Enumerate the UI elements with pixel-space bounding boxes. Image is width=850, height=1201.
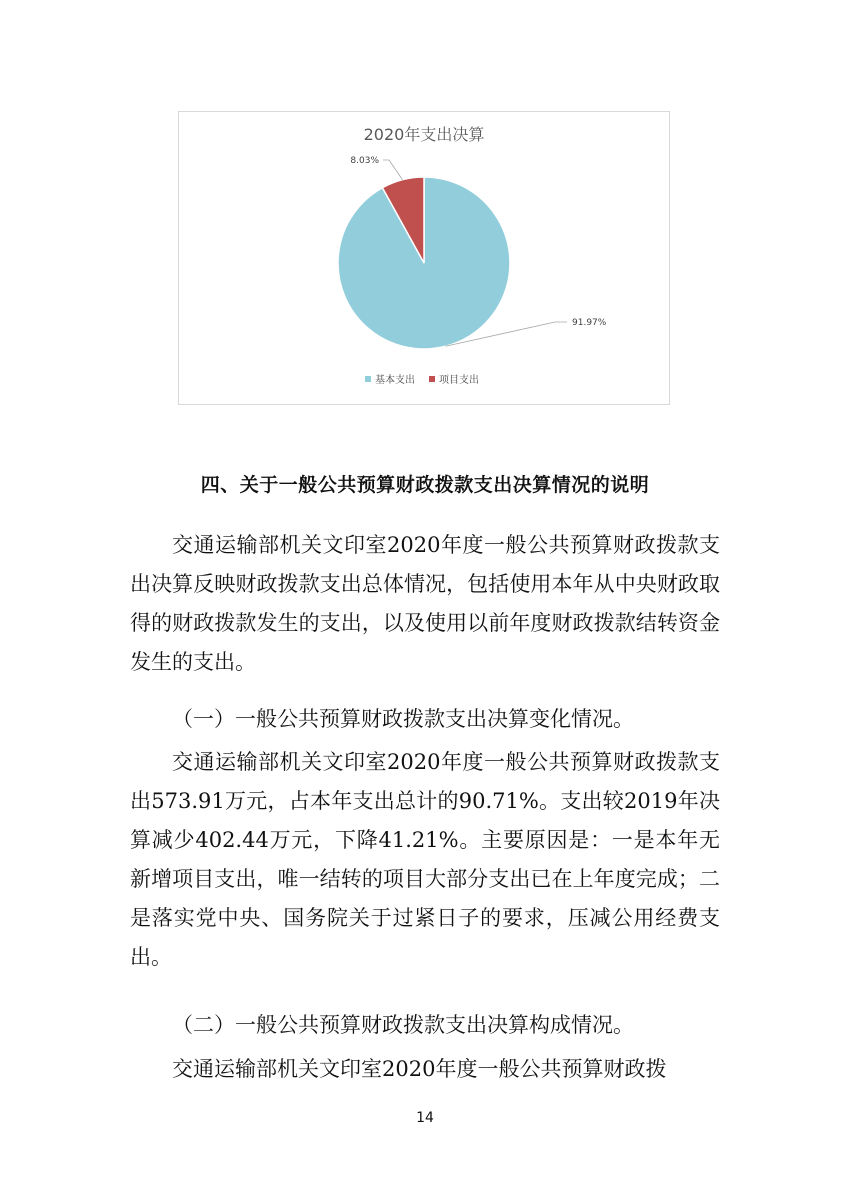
subheading-composition: （二）一般公共预算财政拨款支出决算构成情况。 — [172, 1013, 634, 1037]
section-heading: 四、关于一般公共预算财政拨款支出决算情况的说明 — [200, 474, 650, 496]
chart-title: 2020年支出决算 — [363, 125, 485, 144]
paragraph-composition: 交通运输部机关文印室2020年度一般公共预算财政拨 — [172, 1057, 667, 1081]
data-label-2: 8.03% — [350, 156, 379, 166]
legend-label-2: 项目支出 — [439, 375, 479, 386]
subheading-change: （一）一般公共预算财政拨款支出决算变化情况。 — [172, 707, 634, 731]
pie-chart — [179, 112, 669, 404]
legend-label-1: 基本支出 — [375, 375, 415, 386]
data-label-1: 91.97% — [572, 318, 607, 328]
paragraph-change: 交通运输部机关文印室2020年度一般公共预算财政拨款支出573.91万元，占本年支出总计的90.71%。支出较2019年决算减少402.44万元，下降41.21%。主要原因是：一是本年无新增项目支出，唯一结转的项目大部分支出已在上年度完成；二是落实党中央、国务院关于过紧日子的要求，压减公用经费支出。 — [130, 750, 720, 969]
paragraph-overview: 交通运输部机关文印室2020年度一般公共预算财政拨款支出决算反映财政拨款支出总体情况，包括使用本年从中央财政取得的财政拨款发生的支出，以及使用以前年度财政拨款结转资金发生的支出。 — [130, 533, 720, 674]
page-number: 14 — [416, 1110, 434, 1126]
legend-swatch-1 — [365, 376, 371, 382]
legend-swatch-2 — [429, 376, 435, 382]
pie-chart-container — [178, 111, 670, 405]
leader-line-2 — [383, 160, 403, 180]
